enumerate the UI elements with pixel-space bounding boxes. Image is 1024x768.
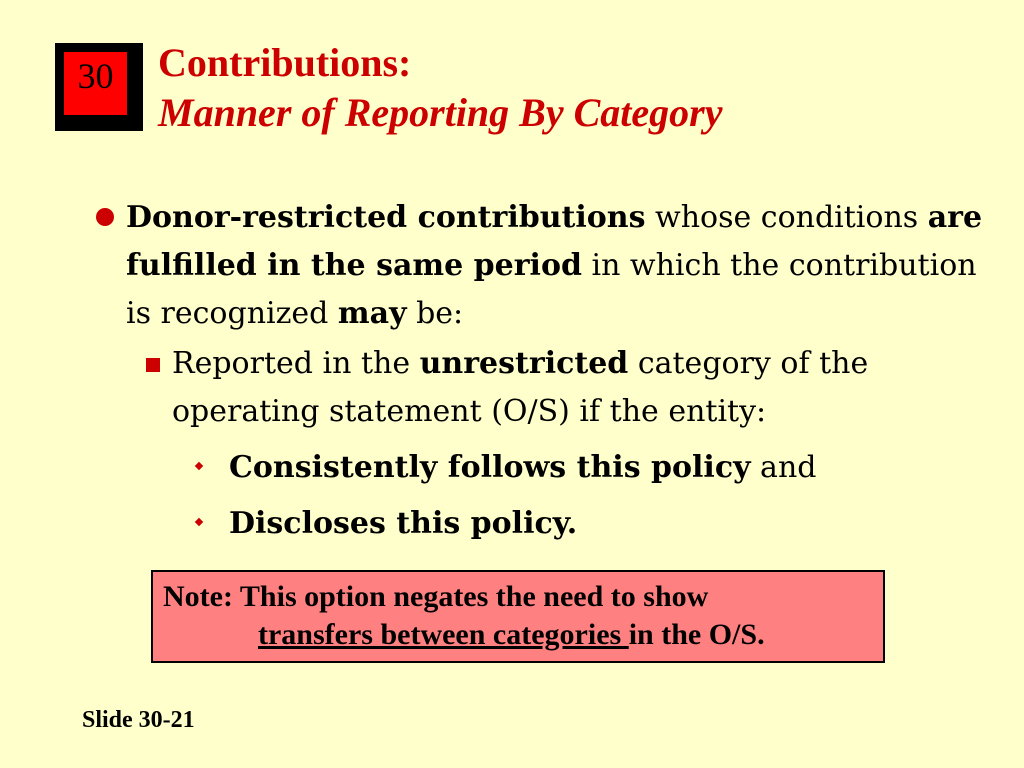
bullet-level1: [90, 194, 990, 338]
note-underlined: transfers between categories: [258, 618, 629, 651]
note-box: [151, 570, 885, 663]
bullet3-item1-text: and: [750, 450, 817, 485]
chapter-badge: [55, 43, 143, 131]
title-line2: Manner of Reporting By Category: [158, 90, 723, 135]
note-rest: in the O/S.: [628, 618, 765, 651]
bullet1-bold1: Donor-restricted contributions: [126, 200, 646, 235]
note-line1: Note: This option negates the need to show: [163, 580, 709, 613]
title-line1: Contributions:: [158, 40, 412, 85]
slide-title: [158, 38, 722, 138]
bullet-level2: [90, 340, 990, 436]
bullet-level3-item: [90, 498, 990, 550]
bullet1-text2: in which the contribution is recognized: [126, 248, 977, 331]
chapter-badge-inner: [64, 52, 127, 115]
bullet1-bold3: may: [337, 296, 407, 331]
bullet1-text1: whose conditions: [645, 200, 928, 235]
square-bullet-icon: [146, 358, 160, 372]
slide-number-label: Slide 30-21: [82, 707, 195, 733]
diamond-bullet-icon: [195, 462, 203, 470]
bullet-level3-item: [90, 442, 990, 494]
chapter-number: 30: [77, 56, 114, 96]
bullet1-bold2: are fulfilled in the same period: [126, 200, 983, 283]
bullet3-item2-bold: Discloses this policy.: [229, 506, 578, 541]
bullet2-bold: unrestricted: [419, 346, 629, 381]
round-bullet-icon: [96, 208, 114, 226]
diamond-bullet-icon: [195, 518, 203, 526]
bullet1-text3: be:: [406, 296, 464, 331]
bullet2-text1: Reported in the: [172, 346, 420, 381]
bullet3-item1-bold: Consistently follows this policy: [229, 450, 751, 485]
bullet2-text2: category of the operating statement (O/S) if the entity:: [172, 346, 869, 429]
note-line2: [163, 616, 873, 654]
slide-body: [90, 194, 990, 550]
